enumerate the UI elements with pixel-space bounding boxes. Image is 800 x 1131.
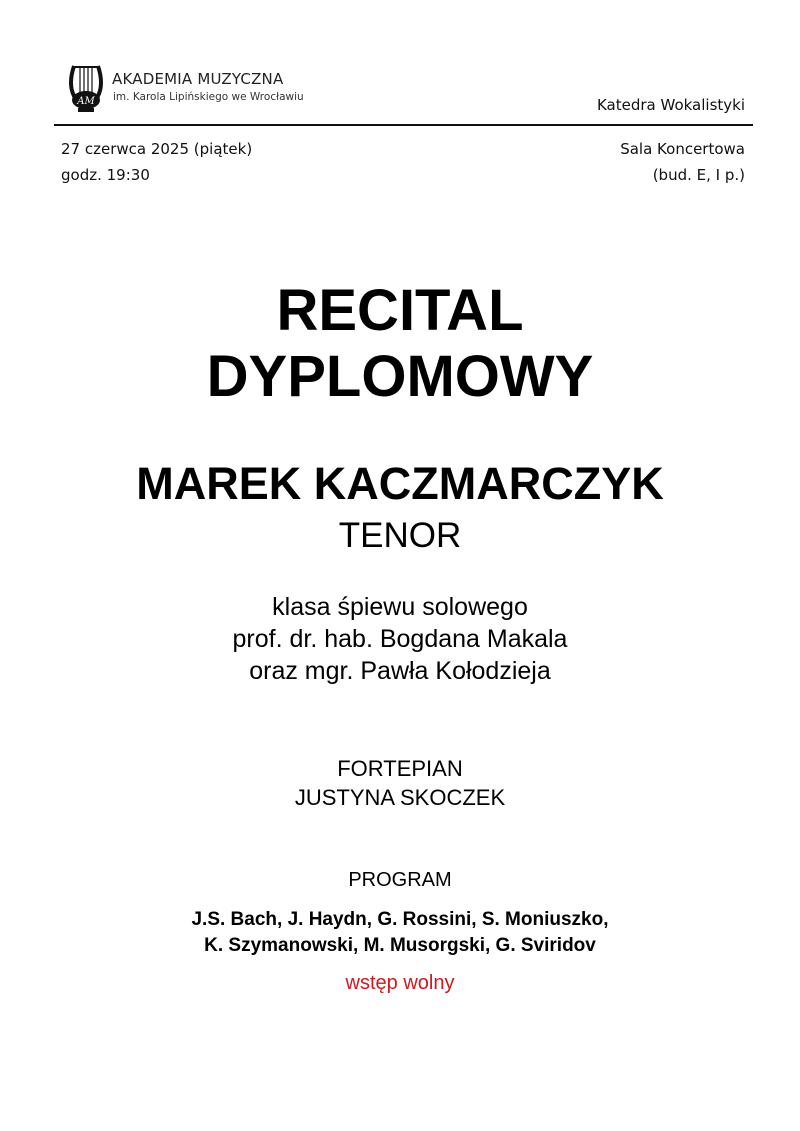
program-heading: PROGRAM: [348, 869, 452, 891]
performer-name: MAREK KACZMARCZYK: [136, 458, 664, 509]
institution-subtitle: im. Karola Lipińskiego we Wrocławiu: [113, 91, 304, 103]
program-line: K. Szymanowski, M. Musorgski, G. Sviridov: [204, 935, 596, 956]
title-line-2: DYPLOMOWY: [206, 344, 594, 409]
venue-detail: (bud. E, I p.): [652, 166, 745, 184]
piano-label: FORTEPIAN: [337, 756, 463, 781]
event-datetime: [61, 136, 252, 188]
pianist-name: JUSTYNA SKOCZEK: [294, 785, 506, 810]
class-line: oraz mgr. Pawła Kołodzieja: [249, 657, 551, 685]
title-line-1: RECITAL: [276, 278, 524, 343]
svg-text:AM: AM: [77, 96, 95, 107]
class-line: klasa śpiewu solowego: [272, 593, 528, 621]
institution-name: AKADEMIA MUZYCZNA: [112, 70, 284, 88]
class-info: [0, 591, 800, 687]
venue-name: Sala Koncertowa: [620, 140, 745, 158]
event-time: godz. 19:30: [61, 166, 150, 184]
lyre-icon: [66, 62, 106, 114]
event-date: 27 czerwca 2025 (piątek): [61, 140, 253, 158]
department: Katedra Wokalistyki: [596, 96, 745, 114]
class-line: prof. dr. hab. Bogdana Makala: [232, 625, 568, 653]
admission-note: wstęp wolny: [345, 972, 455, 994]
piano-info: [0, 754, 800, 812]
event-venue: [620, 136, 745, 188]
page-title: [0, 278, 800, 410]
voice-type: TENOR: [338, 516, 462, 555]
program-composers: [0, 907, 800, 959]
header-divider: [54, 124, 753, 126]
program-line: J.S. Bach, J. Haydn, G. Rossini, S. Moniuszko,: [191, 909, 609, 930]
